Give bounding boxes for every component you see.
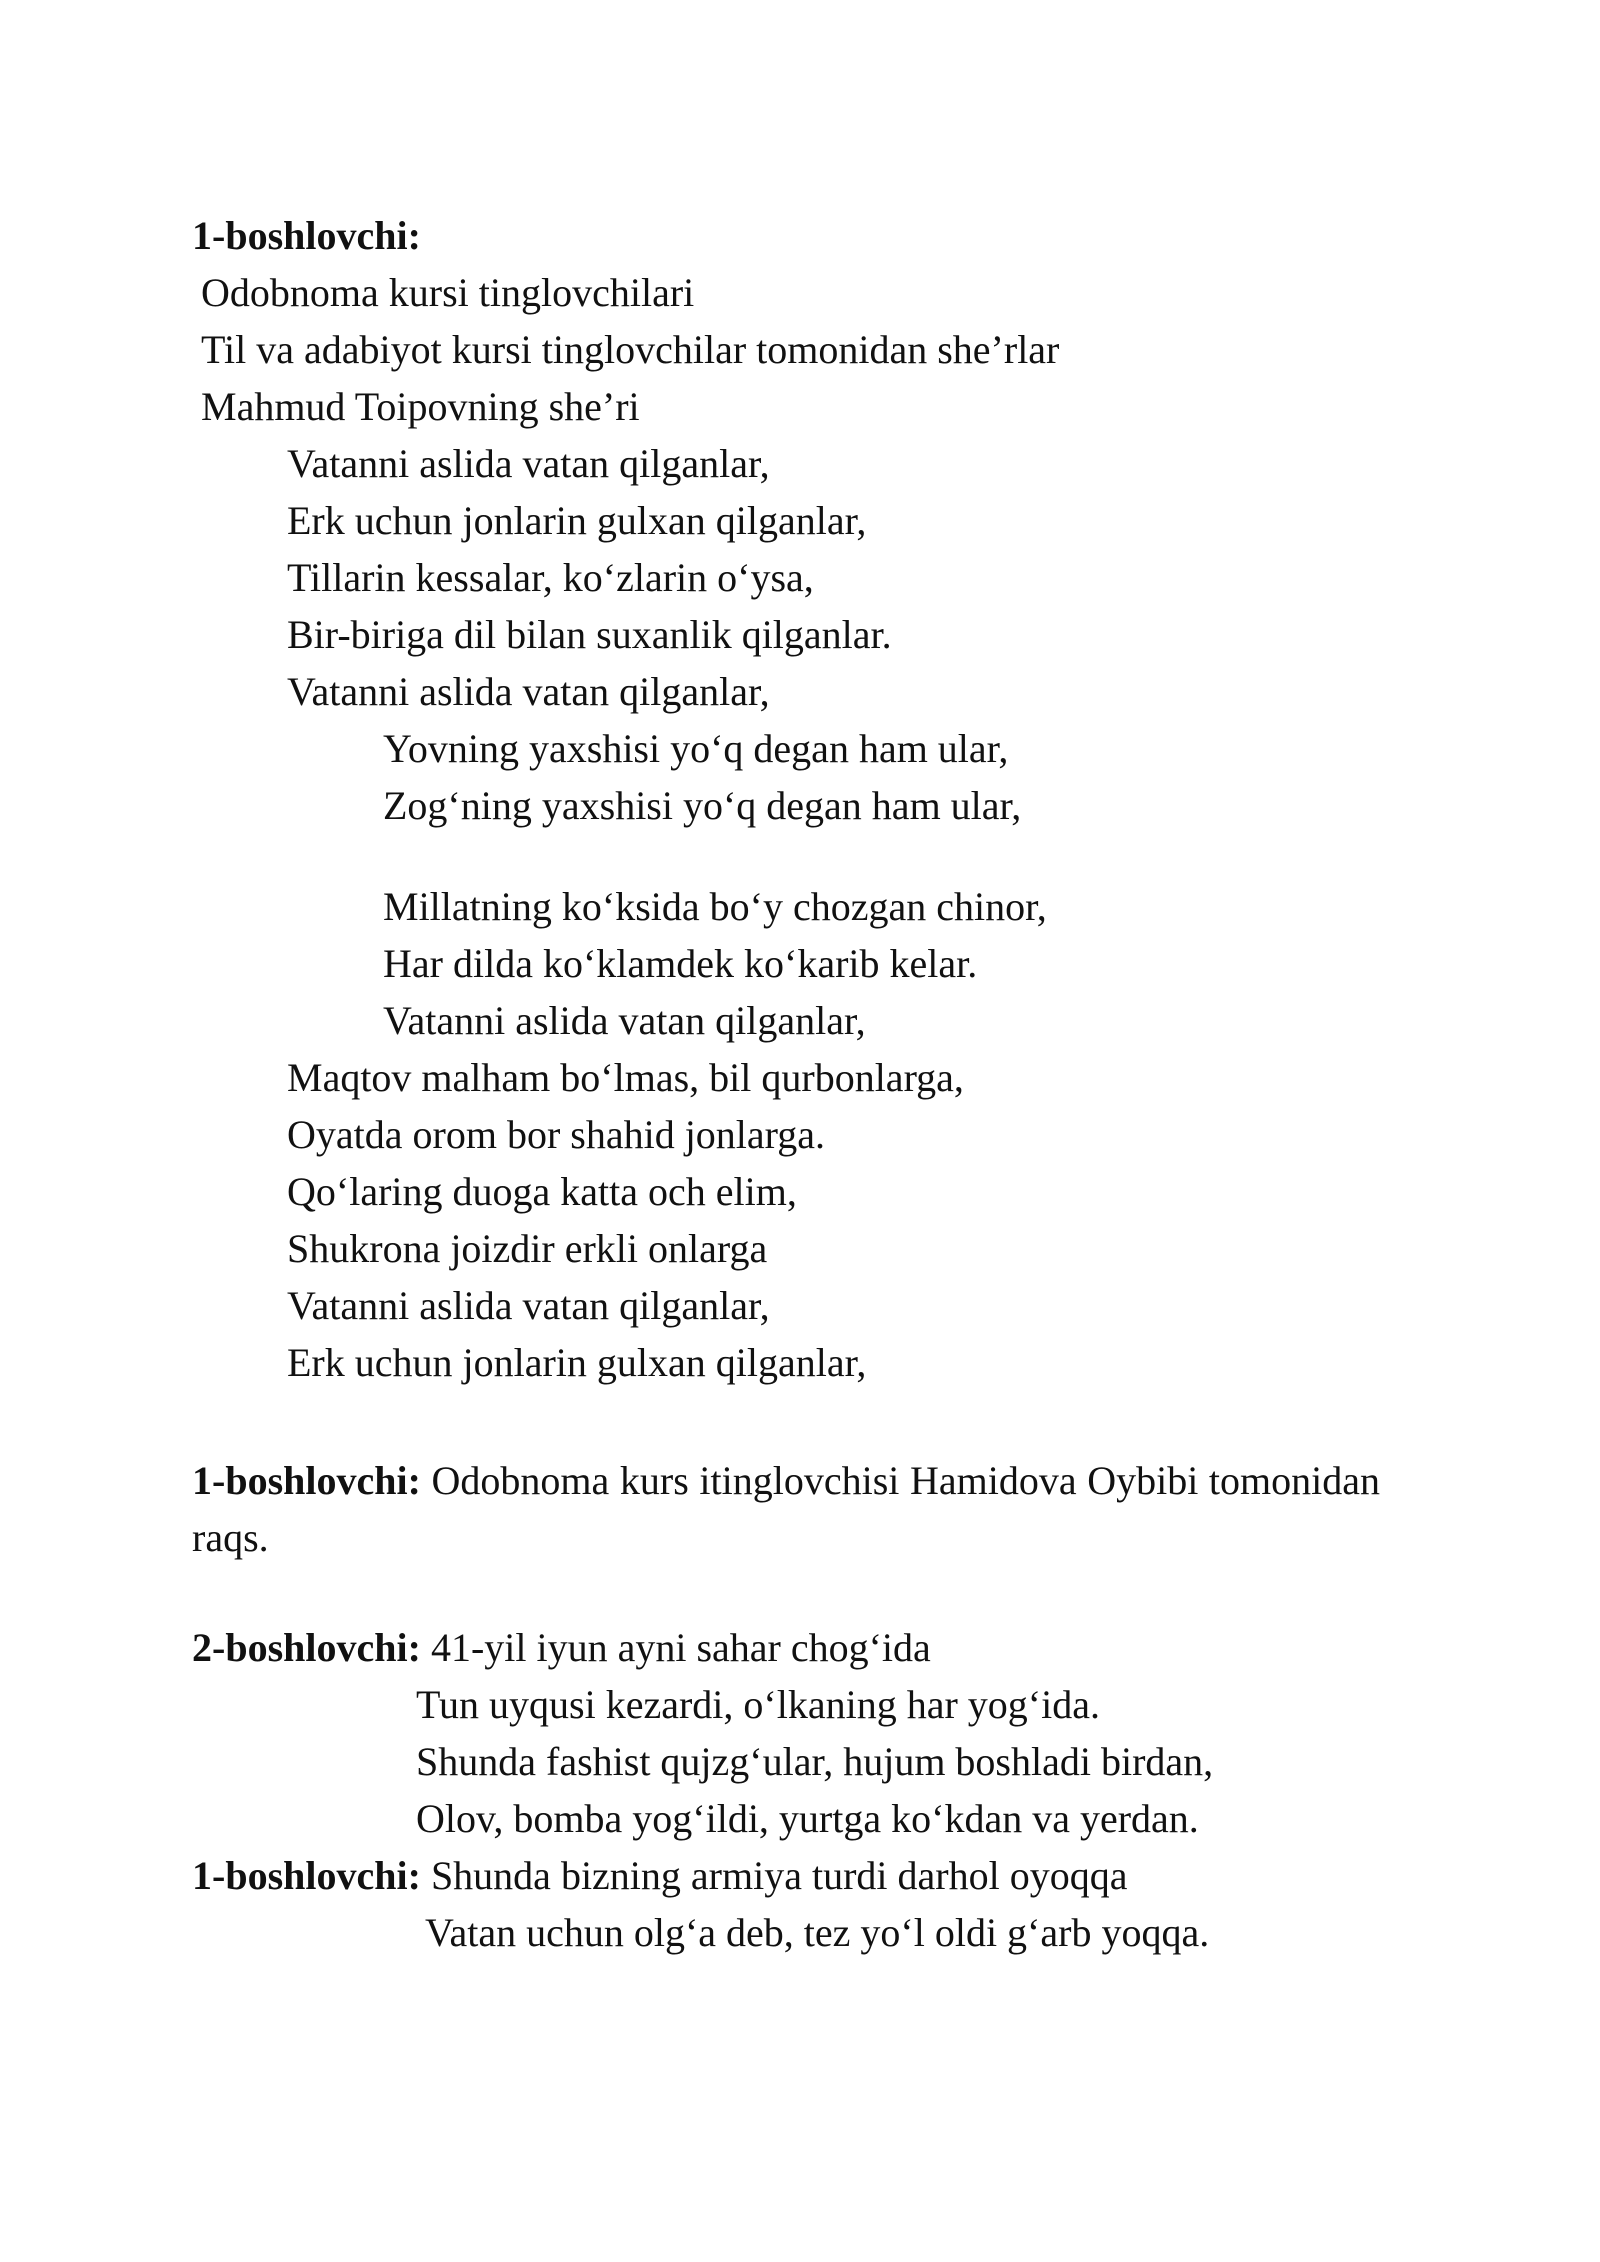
poem-line: Bir-biriga dil bilan suxanlik qilganlar. (287, 612, 892, 657)
announcement-paragraph (192, 1452, 1380, 1566)
dialogue-line (192, 1624, 931, 1672)
poem-line: Vatanni aslida vatan qilganlar, (383, 998, 866, 1043)
announcement-text: Odobnoma kurs itinglovchisi Hamidova Oybibi tomonidan raqs. (192, 1458, 1381, 1560)
poem-line: Millatning ko‘ksida bo‘y chozgan chinor, (383, 884, 1047, 929)
poem-line: Shukrona joizdir erkli onlarga (287, 1226, 768, 1271)
speaker-label: 1-boshlovchi: (192, 1853, 421, 1898)
poem-line: Zog‘ning yaxshisi yo‘q degan ham ular, (383, 783, 1022, 828)
poem-line: Erk uchun jonlarin gulxan qilganlar, (287, 498, 867, 543)
verse-line: Vatan uchun olg‘a deb, tez yo‘l oldi g‘arb yoqqa. (425, 1910, 1210, 1955)
poem-line: Tillarin kessalar, ko‘zlarin o‘ysa, (287, 555, 814, 600)
poem-line: Vatanni aslida vatan qilganlar, (287, 1283, 770, 1328)
poem-line: Oyatda orom bor shahid jonlarga. (287, 1112, 826, 1157)
poem-line: Qo‘laring duoga katta och elim, (287, 1169, 797, 1214)
speaker-label: 1-boshlovchi: (192, 213, 421, 258)
verse-line: Tun uyqusi kezardi, o‘lkaning har yog‘ida. (416, 1682, 1100, 1727)
poem-line: Har dilda ko‘klamdek ko‘karib kelar. (383, 941, 978, 986)
poem-line: Vatanni aslida vatan qilganlar, (287, 669, 770, 714)
speaker-label: 2-boshlovchi: (192, 1625, 421, 1670)
dialogue-line (192, 1852, 1127, 1900)
intro-line: Til va adabiyot kursi tinglovchilar tomonidan she’rlar (201, 327, 1060, 372)
verse-line: Shunda bizning armiya turdi darhol oyoqqa (430, 1853, 1128, 1898)
verse-line: Olov, bomba yog‘ildi, yurtga ko‘kdan va yerdan. (416, 1796, 1199, 1841)
poem-line: Maqtov malham bo‘lmas, bil qurbonlarga, (287, 1055, 964, 1100)
verse-line: 41-yil iyun ayni sahar chog‘ida (430, 1625, 931, 1670)
poem-line: Yovning yaxshisi yo‘q degan ham ular, (383, 726, 1009, 771)
intro-line: Mahmud Toipovning she’ri (201, 384, 640, 429)
poem-line: Vatanni aslida vatan qilganlar, (287, 441, 770, 486)
speaker-label: 1-boshlovchi: (192, 1458, 421, 1503)
poem-line: Erk uchun jonlarin gulxan qilganlar, (287, 1340, 867, 1385)
intro-line: Odobnoma kursi tinglovchilari (201, 270, 695, 315)
verse-line: Shunda fashist qujzg‘ular, hujum boshladi birdan, (416, 1739, 1214, 1784)
